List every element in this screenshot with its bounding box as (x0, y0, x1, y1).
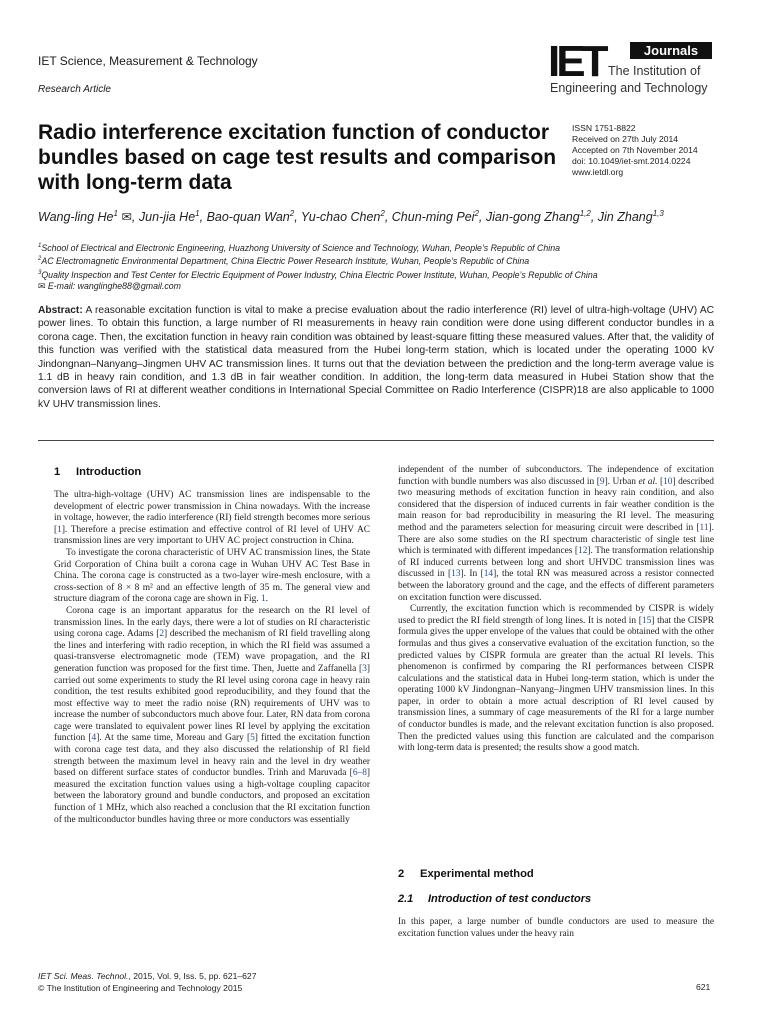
author: Chun-ming Pei$^2$ (391, 209, 479, 225)
footer-citation (38, 970, 256, 994)
paragraph: To investigate the corona characteristic of UHV AC transmission lines, the State Grid Corporation of China built a corona cage in Wuhan UHV AC Test Base in China. The corona cage is constructed as a two-layer wire-mesh enclosure, with a cross-section of 8 × 8 m² and an effective length of 35 m. The general view and structure diagram of the corona cage are shown in Fig. 1. (54, 547, 370, 605)
affiliation-1: $^1$School of Electrical and Electronic Engineering, Huazhong University of Science and Technology, Wuhan, People’s Republic of China (38, 242, 561, 253)
citation-link[interactable]: 6–8 (352, 768, 367, 779)
author: Wang-ling He$^1$ ✉ (38, 209, 132, 225)
email[interactable]: ✉ E-mail: wanglinghe88@gmail.com (38, 281, 181, 292)
divider (38, 440, 714, 441)
citation-link[interactable]: 13 (451, 569, 461, 580)
right-column-top (398, 465, 714, 755)
author: Jin Zhang$^{1,3}$ (597, 209, 664, 225)
author: Yu-chao Chen$^2$ (300, 209, 385, 225)
envelope-icon: ✉ (117, 210, 132, 225)
accepted-date: Accepted on 7th November 2014 (572, 145, 698, 155)
section-heading-experimental-method: 2 Experimental method (398, 868, 534, 880)
citation-link[interactable]: 5 (250, 733, 255, 744)
affiliation-2: $^2$AC Electromagnetic Environmental Department, China Electric Power Research Institute, Wuhan, People’s Republic of China (38, 256, 530, 267)
paragraph: independent of the number of subconductors. The independence of excitation function with bundle numbers was also discussed in [9]. Urban et al. [10] described two measuring methods of excitation function in heavy rain condition, and also considered that the dispersion of induced currents in fair weather condition is the main reason for bad reproducibility in measuring the RI level. The measuring method and the parameters selection for measuring circuit were described in [11]. There are also some studies on the RI spectrum characteristic of single test line which is terminated with different impedances [12]. The transformation relationship of RI induced currents between long and short UHVDC transmission lines was discussed in [13]. In [14], the total RN was measured across a resistor connected between the laboratory ground and the cage, and the effects of different parameters on excitation function were discussed. (398, 465, 714, 603)
citation-link[interactable]: 2 (159, 629, 165, 640)
subsection-heading-test-conductors: 2.1 Introduction of test conductors (398, 893, 592, 905)
copyright: © The Institution of Engineering and Technology 2015 (38, 983, 243, 993)
paragraph: The ultra-high-voltage (UHV) AC transmission lines are indispensable to the development of electric power transmission in China nowadays. With the increase in voltage, however, the radio interference (RI) field strength becomes more serious [1]. Therefore a precise estimation and effective control of RI level of UHV AC transmission lines are very important to UHV AC project construction in China. (54, 490, 370, 547)
citation-link[interactable]: 15 (641, 615, 652, 626)
left-column (54, 490, 370, 826)
website-link[interactable]: www.ietdl.org (572, 167, 624, 177)
journal-name: IET Science, Measurement & Technology (38, 54, 258, 68)
citation-link[interactable]: 1 (57, 524, 62, 535)
citation-link[interactable]: 11 (699, 522, 709, 533)
logo-line-1: The Institution of (608, 64, 701, 78)
affiliation-3: $^3$Quality Inspection and Test Center for Electric Equipment of Power Industry, China Electric Power Institute, Wuhan, People’s Republic of China (38, 269, 598, 280)
abstract-text: A reasonable excitation function is vital to make a precise evaluation about the radio interference (RI) level of ultra-high-voltage (UHV) AC power lines. To obtain this function, a large number of RI measurements in heavy rain condition were done using different conductor bundles in a corona cage. Then, the excitation function in heavy rain condition was obtained by least-square fitting these measured values. After that, the validity of this function was verified with the statistical data measured from the Hubei long-term station, which is located under the operating 1000 kV Jindongnan–Nanyang–Jingmen UHV AC transmission lines. It turns out that the deviation between the prediction and the long-term average value is 1.1 dB in heavy rain condition, and 1.3 dB in fair weather condition. In addition, the long-term data measured in Hubei Station show that the conversion laws of RI at different weather conditions in International Special Committee on Radio Interference (CISPR)18 are also applicable to 1000 kV UHV transmission lines. (38, 305, 714, 410)
citation-link[interactable]: 4 (91, 733, 97, 744)
logo-mark: IET (548, 37, 605, 86)
article-title: Radio interference excitation function of conductor bundles based on cage test results and comparison with long-term data (38, 121, 557, 194)
abstract (38, 304, 714, 411)
citation-line: IET Sci. Meas. Technol., 2015, Vol. 9, Iss. 5, pp. 621–627 (38, 971, 257, 981)
received-date: Received on 27th July 2014 (572, 134, 679, 144)
author-list: Wang-ling He$^1$ ✉, Jun-jia He$^1$, Bao-quan Wan$^2$, Yu-chao Chen$^2$, Chun-ming Pei$^2$, Jian-gong Zhang$^{1,2}$, Jin Zhang$^{1,3}$ (38, 209, 664, 225)
affiliations (38, 241, 738, 293)
author: Jun-jia He$^1$ (138, 209, 200, 225)
abstract-label: Abstract: (38, 305, 83, 316)
logo-line-2: Engineering and Technology (550, 81, 708, 95)
doi[interactable]: doi: 10.1049/iet-smt.2014.0224 (572, 156, 691, 166)
issn: ISSN 1751-8822 (572, 123, 636, 133)
citation-link[interactable]: 12 (578, 546, 588, 557)
citation-link[interactable]: 3 (362, 663, 367, 674)
citation-link[interactable]: 14 (483, 569, 494, 580)
paragraph: In this paper, a large number of bundle conductors are used to measure the excitation function values under the heavy rain (398, 917, 714, 939)
paragraph: Currently, the excitation function which is recommended by CISPR is widely used to predict the RI field strength of long lines. It is noted in [15] that the CISPR formula gives the upper envelope of the values that could be obtained with the other formulas and thus gives a conservative evaluation of the excitation function, so the predicted values by CISPR formula are greater than the actual RI levels. This phenomenon is confirmed by comparing the RI performances between CISPR calculations and the statistical data in Hubei long-term station, which is under the operating 1000 kV Jindongnan–Nanyang–Jingmen UHV transmission lines. In this paper, in order to obtain a more actual description of RI level caused by transmission lines, a summary of cage measurements of the RI for a large number of conductor bundles is made, and the relevant excitation function is also proposed. Then the predicted values using this function are calculated and the comparison with long-term data is presented; the results show a good match. (398, 604, 714, 754)
right-column-bottom (398, 917, 714, 940)
citation-link[interactable]: 9 (599, 476, 605, 487)
section-heading-introduction: 1 Introduction (54, 466, 142, 478)
paragraph: Corona cage is an important apparatus for the research on the RI level of transmission lines. In the early days, there were a lot of studies on RI characteristic using corona cage. Adams [2] described the mechanism of RI field travelling along the lines and interfering with radio reception, in which the RI field was assumed a quasi-transverse electromagnetic mode (TEM) wave propagation, and the RI generation function was proposed for the first time. Then, Juette and Zaffanella [3] carried out some experiments to study the RI level using corona cage in heavy rain condition, the test results exhibited good reproducibility, and they found that the most effective way to meet the radio noise (RN) requirements of UHV was to increase the number of subconductors much above four. Later, RN data from corona cage were translated to equivalent power lines RI level by applying the excitation function [4]. At the same time, Moreau and Gary [5] fitted the excitation function with corona cage test data, and they also discussed the relationship of RI field strength between the maximum level in heavy rain and the level in dry weather based on different surface states of conductor bundles. Trinh and Maruvada [6–8] measured the excitation function values using a high-voltage coupling capacitor between the laboratory ground and bundle conductors, and proposed an excitation function of 1 MHz, which also reached a conclusion that the RI excitation function of the multiconductor bundles having three or more conductors was essentially (54, 605, 371, 825)
author: Bao-quan Wan$^2$ (206, 209, 295, 225)
article-meta (572, 123, 698, 178)
citation-link[interactable]: 10 (663, 476, 673, 487)
article-type: Research Article (38, 84, 111, 95)
logo-badge: Journals (630, 42, 712, 59)
iet-journals-logo (548, 37, 718, 100)
page-number: 621 (696, 982, 711, 992)
author: Jian-gong Zhang$^{1,2}$ (485, 209, 591, 225)
citation-link[interactable]: 1 (260, 594, 266, 605)
